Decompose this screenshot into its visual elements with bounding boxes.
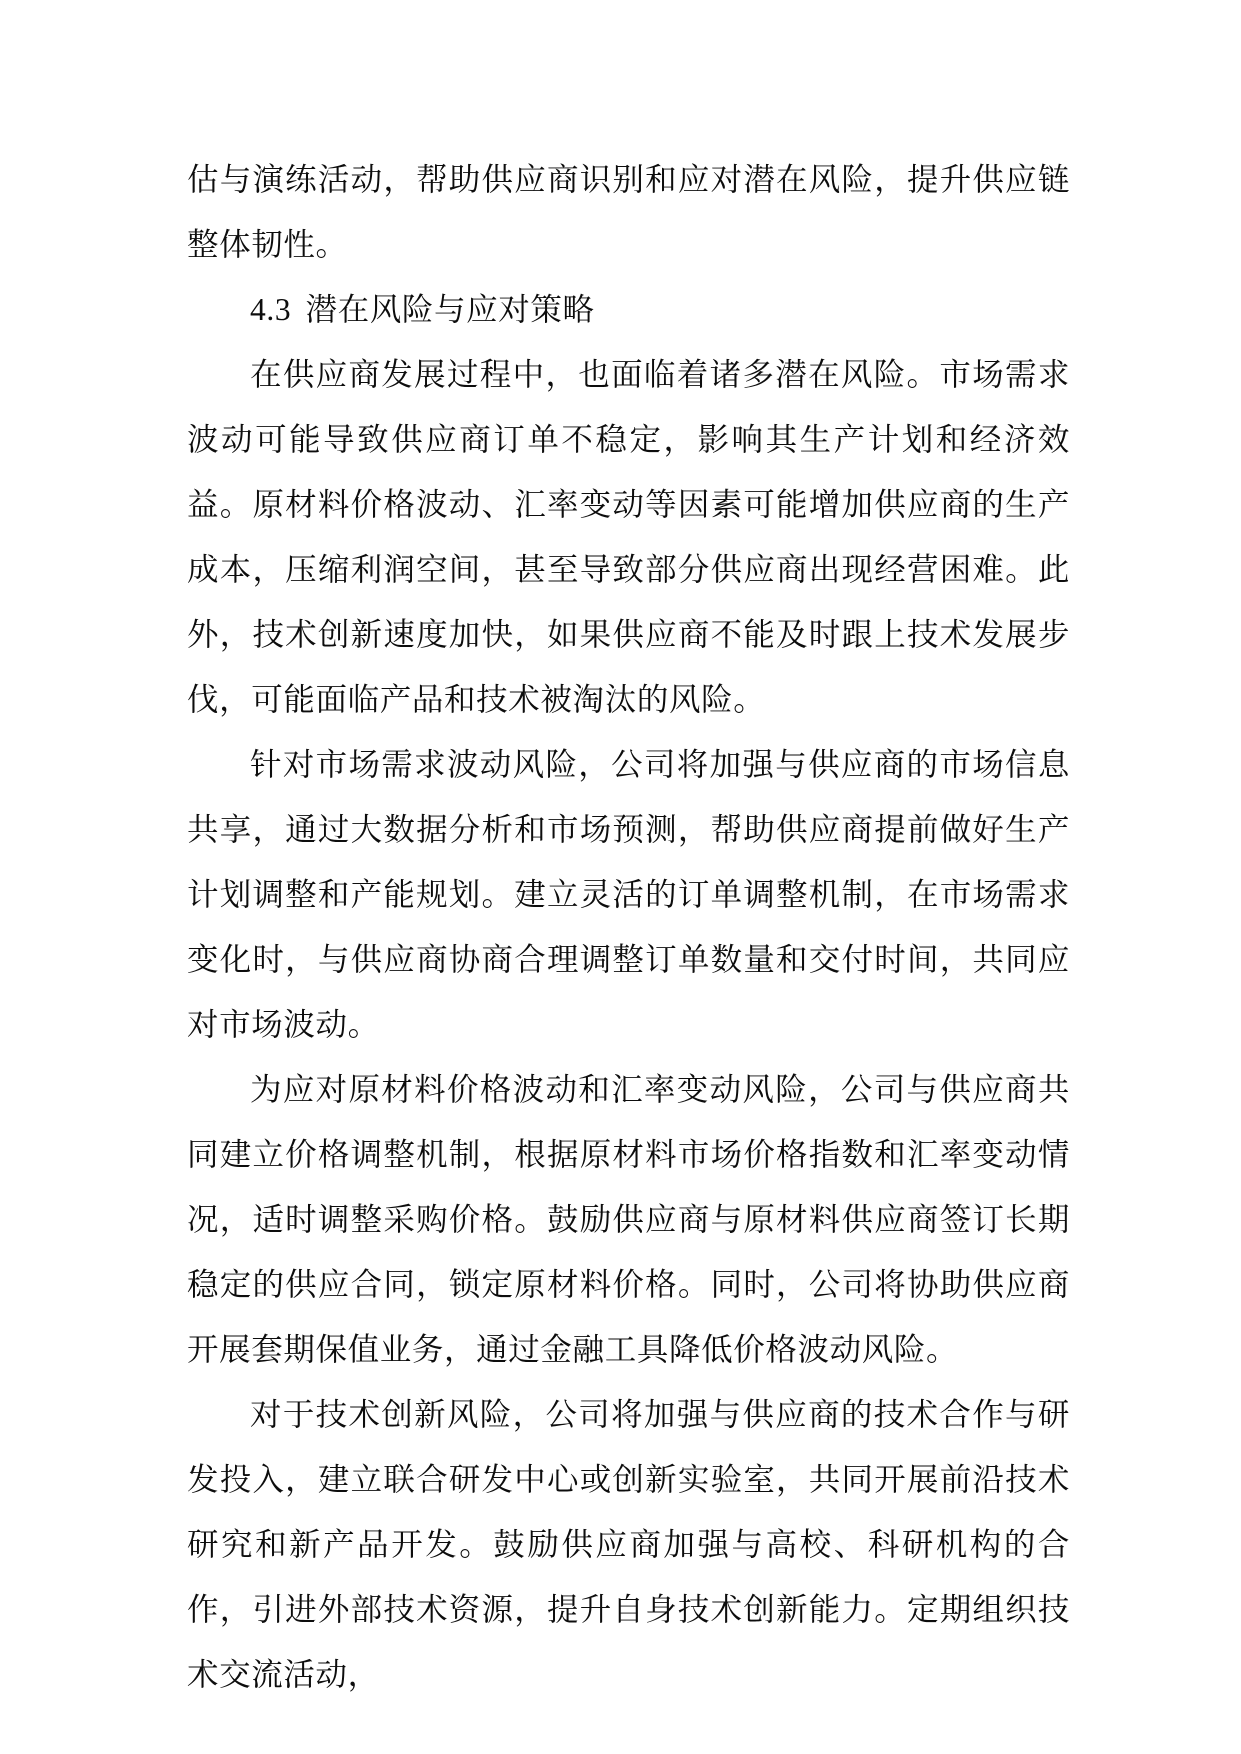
section-number: 4.3 [250,292,292,327]
continuation-paragraph: 估与演练活动，帮助供应商识别和应对潜在风险，提升供应链整体韧性。 [187,162,1070,262]
section-heading [187,277,1070,342]
body-paragraph-price-exchange: 为应对原材料价格波动和汇率变动风险，公司与供应商共同建立价格调整机制，根据原材料市场价格指数和汇率变动情况，适时调整采购价格。鼓励供应商与原材料供应商签订长期稳定的供应合同，锁定原材料价格。同时，公司将协助供应商开展套期保值业务，通过金融工具降低价格波动风险。 [187,1072,1070,1367]
body-paragraph-market-demand: 针对市场需求波动风险，公司将加强与供应商的市场信息共享，通过大数据分析和市场预测，帮助供应商提前做好生产计划调整和产能规划。建立灵活的订单调整机制，在市场需求变化时，与供应商协商合理调整订单数量和交付时间，共同应对市场波动。 [187,747,1070,1042]
body-paragraph-risks: 在供应商发展过程中，也面临着诸多潜在风险。市场需求波动可能导致供应商订单不稳定，影响其生产计划和经济效益。原材料价格波动、汇率变动等因素可能增加供应商的生产成本，压缩利润空间，甚至导致部分供应商出现经营困难。此外，技术创新速度加快，如果供应商不能及时跟上技术发展步伐，可能面临产品和技术被淘汰的风险。 [187,357,1070,717]
section-title: 潜在风险与应对策略 [305,292,595,327]
body-paragraph-tech-innovation: 对于技术创新风险，公司将加强与供应商的技术合作与研发投入，建立联合研发中心或创新实验室，共同开展前沿技术研究和新产品开发。鼓励供应商加强与高校、科研机构的合作，引进外部技术资源，提升自身技术创新能力。定期组织技术交流活动， [187,1397,1070,1692]
